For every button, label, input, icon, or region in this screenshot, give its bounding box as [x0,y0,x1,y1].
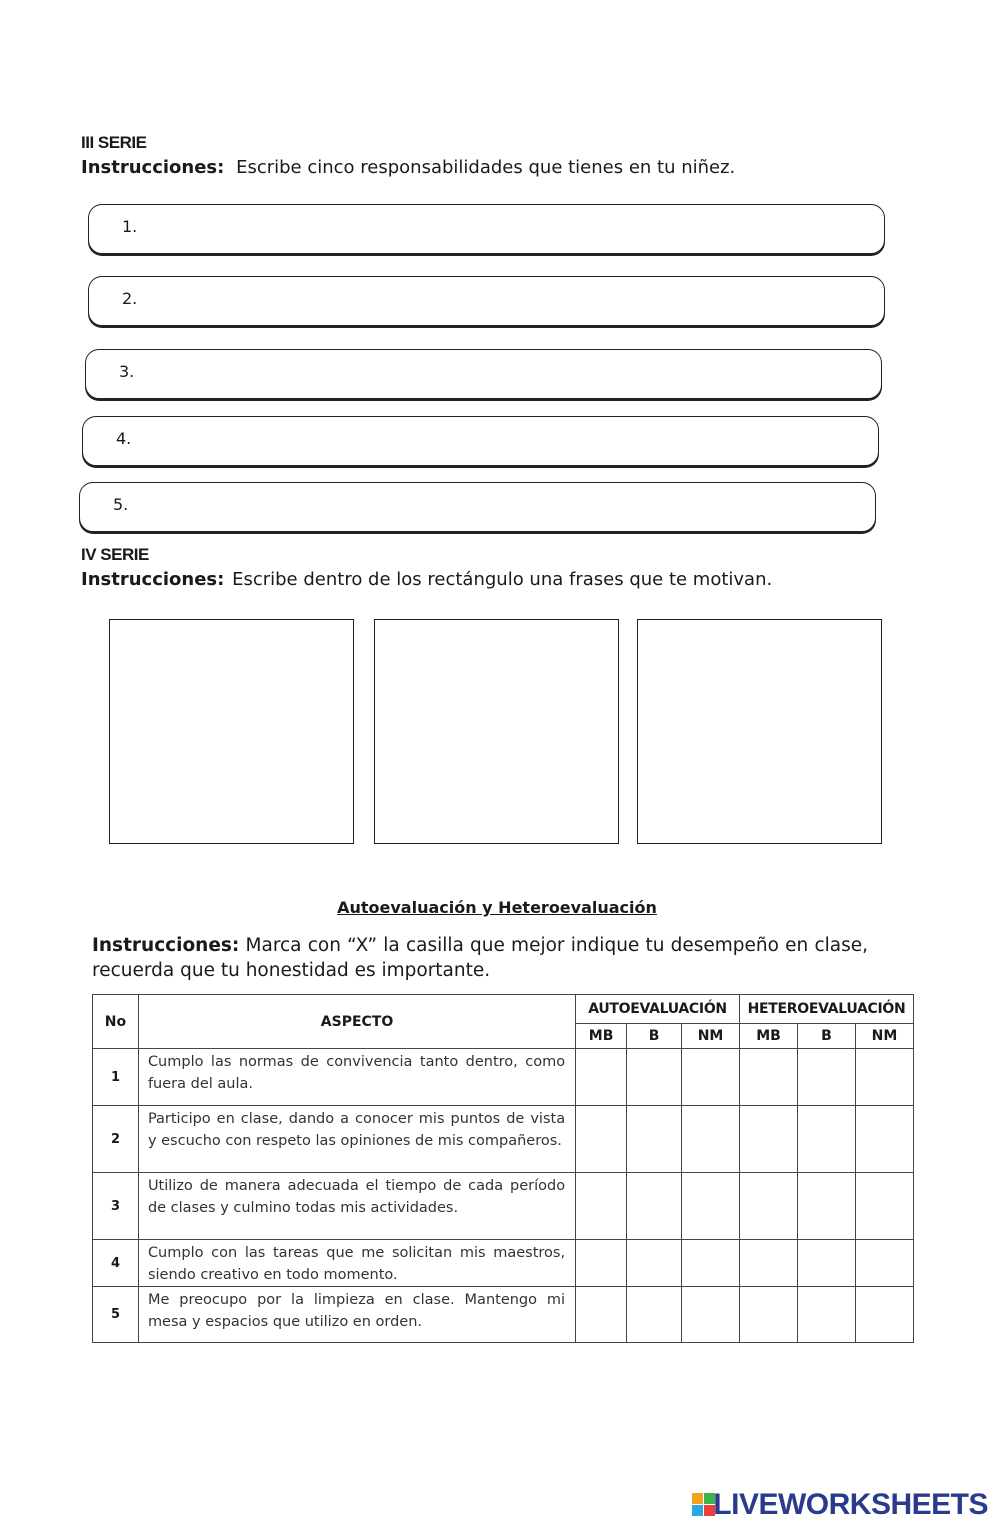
check-cell[interactable] [797,1049,855,1106]
check-cell[interactable] [682,1287,740,1343]
serie4-instructions-text: Escribe dentro de los rectángulo una frases que te motivan. [232,569,773,590]
header-no: No [93,995,139,1049]
evaluation-table [92,994,914,1343]
row-aspect: Participo en clase, dando a conocer mis puntos de vista y escucho con respeto las opiniones de mis compañeros. [138,1106,575,1173]
check-cell[interactable] [682,1173,740,1240]
check-cell[interactable] [576,1287,627,1343]
check-cell[interactable] [682,1049,740,1106]
answer-line-3[interactable] [85,349,882,399]
evaluation-instructions-text: Marca con “X” la casilla que mejor indique tu desempeño en clase, recuerda que tu honestidad es importante. [92,935,868,981]
evaluation-title: Autoevaluación y Heteroevaluación [337,898,657,917]
table-row [93,1287,914,1343]
answer-line-number: 4. [116,429,132,448]
serie4-instructions-label: Instrucciones: [81,569,225,590]
answer-line-number: 5. [113,495,129,514]
answer-line-5[interactable] [79,482,876,532]
check-cell[interactable] [627,1173,682,1240]
serie4-title: IV SERIE [81,545,149,564]
check-cell[interactable] [740,1049,798,1106]
table-row [93,1240,914,1287]
answer-line-2[interactable] [88,276,885,326]
row-aspect: Cumplo con las tareas que me solicitan mis maestros, siendo creativo en todo momento. [138,1240,575,1287]
row-aspect: Me preocupo por la limpieza en clase. Mantengo mi mesa y espacios que utilizo en orden. [138,1287,575,1343]
check-cell[interactable] [855,1106,913,1173]
check-cell[interactable] [576,1106,627,1173]
motivation-box-2[interactable] [374,619,619,844]
serie3-instructions-label: Instrucciones: [81,157,225,178]
check-cell[interactable] [740,1287,798,1343]
table-row [93,1049,914,1106]
motivation-box-3[interactable] [637,619,882,844]
check-cell[interactable] [740,1173,798,1240]
serie3-title: III SERIE [81,133,147,152]
header-sub-mb: MB [740,1024,798,1049]
check-cell[interactable] [627,1106,682,1173]
row-number: 1 [93,1049,139,1106]
answer-line-4[interactable] [82,416,879,466]
row-number: 3 [93,1173,139,1240]
serie4-instructions [81,569,772,590]
row-number: 4 [93,1240,139,1287]
check-cell[interactable] [797,1287,855,1343]
row-number: 2 [93,1106,139,1173]
table-row [93,1173,914,1240]
header-aspect: ASPECTO [138,995,575,1049]
motivation-box-1[interactable] [109,619,354,844]
serie3-instructions [81,157,735,178]
check-cell[interactable] [682,1240,740,1287]
header-sub-b: B [627,1024,682,1049]
answer-line-1[interactable] [88,204,885,254]
check-cell[interactable] [740,1106,798,1173]
check-cell[interactable] [855,1173,913,1240]
check-cell[interactable] [627,1049,682,1106]
header-autoevaluation: AUTOEVALUACIÓN [576,995,740,1024]
answer-line-number: 3. [119,362,135,381]
answer-line-number: 2. [122,289,138,308]
check-cell[interactable] [855,1287,913,1343]
check-cell[interactable] [797,1106,855,1173]
header-sub-mb: MB [576,1024,627,1049]
evaluation-instructions-label: Instrucciones: [92,935,240,956]
check-cell[interactable] [855,1240,913,1287]
row-number: 5 [93,1287,139,1343]
evaluation-instructions [92,933,868,983]
check-cell[interactable] [576,1049,627,1106]
check-cell[interactable] [682,1106,740,1173]
check-cell[interactable] [797,1173,855,1240]
table-row [93,1106,914,1173]
check-cell[interactable] [627,1240,682,1287]
check-cell[interactable] [576,1173,627,1240]
check-cell[interactable] [855,1049,913,1106]
check-cell[interactable] [797,1240,855,1287]
header-sub-nm: NM [682,1024,740,1049]
row-aspect: Cumplo las normas de convivencia tanto dentro, como fuera del aula. [138,1049,575,1106]
answer-line-number: 1. [122,217,138,236]
header-sub-nm: NM [855,1024,913,1049]
serie3-instructions-text: Escribe cinco responsabilidades que tienes en tu niñez. [236,157,736,178]
check-cell[interactable] [576,1240,627,1287]
header-heteroevaluation: HETEROEVALUACIÓN [740,995,914,1024]
check-cell[interactable] [740,1240,798,1287]
header-sub-b: B [797,1024,855,1049]
liveworksheets-logo[interactable]: LIVEWORKSHEETS [713,1488,988,1521]
check-cell[interactable] [627,1287,682,1343]
row-aspect: Utilizo de manera adecuada el tiempo de cada período de clases y culmino todas mis actividades. [138,1173,575,1240]
